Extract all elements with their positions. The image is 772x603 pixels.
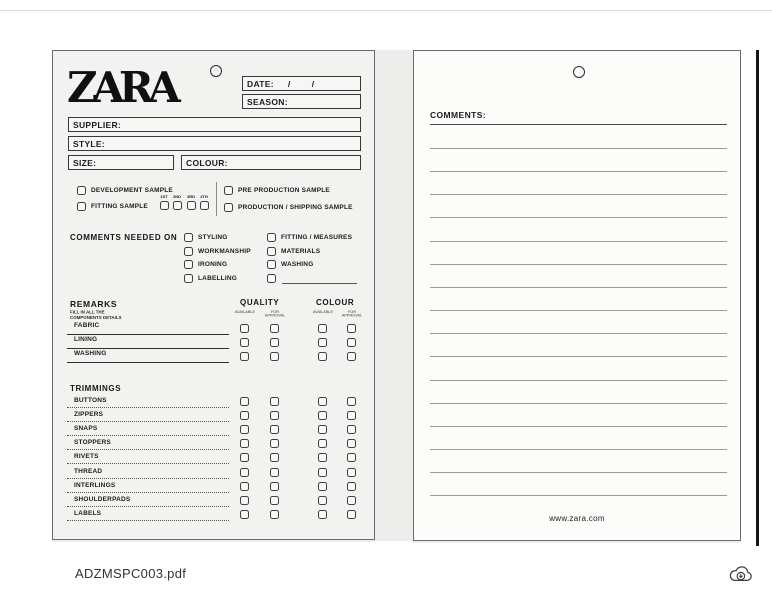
trimmings-checkbox [270,510,279,519]
trimmings-checkbox [240,468,249,477]
colour-available-sublabel: AVAILABLE [312,310,334,314]
ruled-line [430,472,727,473]
trimmings-checkbox [270,411,279,420]
production-shipping-sample-label: PRODUCTION / SHIPPING SAMPLE [238,204,353,211]
pdf-page-1 [52,50,375,540]
trimmings-checkbox [347,411,356,420]
fitting-sample-checkbox [77,202,86,211]
ruled-line [430,380,727,381]
size-label: SIZE: [73,157,97,168]
remarks-checkbox [240,324,249,333]
cloud-download-icon[interactable] [727,563,755,585]
remarks-checkbox [318,352,327,361]
ruled-line [430,241,727,242]
trimmings-checkbox [270,453,279,462]
supplier-field [68,117,361,132]
other-option-line [282,283,357,284]
trimmings-checkbox [318,453,327,462]
comments-needed-col1-checkbox [184,274,193,283]
trimmings-checkbox [318,439,327,448]
comments-needed-col1-checkbox [184,260,193,269]
trimmings-checkbox [347,397,356,406]
trimmings-checkbox [270,496,279,505]
remarks-checkbox [270,352,279,361]
remarks-checkbox [240,338,249,347]
season-field [242,94,361,109]
trimmings-checkbox [270,425,279,434]
trimmings-checkbox [240,397,249,406]
supplier-label: SUPPLIER: [73,119,122,130]
remarks-checkbox [347,338,356,347]
trimmings-row: SNAPS [67,425,229,436]
trimmings-checkbox [318,397,327,406]
quality-heading: QUALITY [240,298,280,307]
ruled-line [430,264,727,265]
ruled-line [430,403,727,404]
sample-section-divider [216,182,217,216]
colour-field [181,155,361,170]
remarks-checkbox [318,338,327,347]
colour-label: COLOUR: [186,157,228,168]
ruled-line [430,356,727,357]
ruled-line [430,171,727,172]
remarks-checkbox [318,324,327,333]
trimmings-checkbox [347,425,356,434]
trimmings-row: THREAD [67,468,229,479]
comments-needed-col2-checkbox [267,274,276,283]
trimmings-row: ZIPPERS [67,411,229,422]
comments-heading: COMMENTS: [430,110,487,120]
trimmings-checkbox [318,411,327,420]
production-shipping-sample-checkbox [224,203,233,212]
development-sample-checkbox [77,186,86,195]
ruled-line [430,449,727,450]
pre-production-sample-label: PRE PRODUCTION SAMPLE [238,187,330,194]
trimmings-checkbox [240,439,249,448]
trimmings-checkbox [347,468,356,477]
colour-for-approval-sublabel: FOR APPROVAL [341,310,363,318]
fitting-round-checkbox [173,201,182,210]
style-field [68,136,361,151]
comments-needed-col2-label: FITTING / MEASURES [281,234,353,241]
trimmings-checkbox [270,482,279,491]
quality-for-approval-sublabel: FOR APPROVAL [264,310,286,318]
fitting-round-checkbox [160,201,169,210]
size-field [68,155,174,170]
fitting-round-checkbox [187,201,196,210]
date-value: / / [287,78,315,89]
comments-needed-col2-label: WASHING [281,261,314,269]
comments-needed-col1-label: IRONING [198,261,228,269]
ruled-line [430,310,727,311]
comments-needed-col1-label: WORKMANSHIP [198,247,251,255]
pre-production-sample-checkbox [224,186,233,195]
development-sample-label: DEVELOPMENT SAMPLE [91,187,173,194]
comments-needed-col2-checkbox [267,260,276,269]
comments-needed-heading: COMMENTS NEEDED ON [70,233,178,242]
trimmings-checkbox [318,468,327,477]
hole-punch-circle [210,65,222,77]
trimmings-checkbox [318,425,327,434]
trimmings-checkbox [347,482,356,491]
ruled-line [430,333,727,334]
remarks-checkbox [240,352,249,361]
remarks-row: FABRIC [67,321,229,335]
trimmings-row: SHOULDERPADS [67,496,229,507]
remarks-checkbox [270,324,279,333]
trimmings-row: INTERLINGS [67,482,229,493]
trimmings-checkbox [347,439,356,448]
page-gap [374,50,414,541]
comments-needed-col1-checkbox [184,247,193,256]
fitting-round-label: 3RD [186,194,195,200]
trimmings-row: RIVETS [67,453,229,464]
remarks-row: WASHING [67,349,229,363]
ruled-line [430,217,727,218]
trimmings-checkbox [347,453,356,462]
trimmings-checkbox [240,425,249,434]
scrollbar[interactable] [756,50,759,546]
trimmings-checkbox [347,496,356,505]
trimmings-checkbox [270,397,279,406]
trimmings-row: LABELS [67,510,229,521]
trimmings-checkbox [240,411,249,420]
trimmings-row: STOPPERS [67,439,229,450]
fitting-sample-label: FITTING SAMPLE [91,203,148,210]
ruled-line [430,426,727,427]
toolbar-divider [0,10,772,11]
zara-url: www.zara.com [549,514,605,523]
comments-needed-col1-label: STYLING [198,234,228,241]
trimmings-checkbox [318,496,327,505]
ruled-line [430,194,727,195]
trimmings-checkbox [240,496,249,505]
ruled-line [430,148,727,149]
remarks-checkbox [347,352,356,361]
ruled-line [430,287,727,288]
comments-needed-col1-label: LABELLING [198,275,237,283]
comments-needed-col2-checkbox [267,233,276,242]
season-label: SEASON: [247,96,288,107]
trimmings-checkbox [270,468,279,477]
trimmings-checkbox [347,510,356,519]
hole-punch-circle [573,66,585,78]
colour-heading: COLOUR [316,298,355,307]
trimmings-checkbox [240,482,249,491]
trimmings-checkbox [240,510,249,519]
date-field [242,76,361,91]
remarks-row: LINING [67,335,229,349]
fitting-round-label: 1ST [160,194,168,200]
trimmings-heading: TRIMMINGS [70,384,122,393]
trimmings-checkbox [318,482,327,491]
filename: ADZMSPC003.pdf [75,566,187,581]
date-label: DATE: [247,78,274,89]
fitting-round-checkbox [200,201,209,210]
fitting-round-label: 2ND [173,194,182,200]
ruled-line [430,495,727,496]
style-label: STYLE: [73,138,106,149]
remarks-heading: REMARKS [70,299,118,309]
remarks-checkbox [270,338,279,347]
comments-needed-col1-checkbox [184,233,193,242]
comments-needed-col2-label: MATERIALS [281,247,321,255]
comments-heading-underline [430,124,727,125]
fitting-round-label: 4TH [200,194,208,200]
trimmings-checkbox [270,439,279,448]
comments-needed-col2-checkbox [267,247,276,256]
trimmings-row: BUTTONS [67,397,229,408]
trimmings-checkbox [240,453,249,462]
pdf-page-2 [413,50,741,541]
remarks-checkbox [347,324,356,333]
quality-available-sublabel: AVAILABLE [234,310,256,314]
zara-logo: ZARA [67,63,176,112]
remarks-note: FILL IN ALL THE COMPONENTS DETAILS [70,310,122,321]
trimmings-checkbox [318,510,327,519]
